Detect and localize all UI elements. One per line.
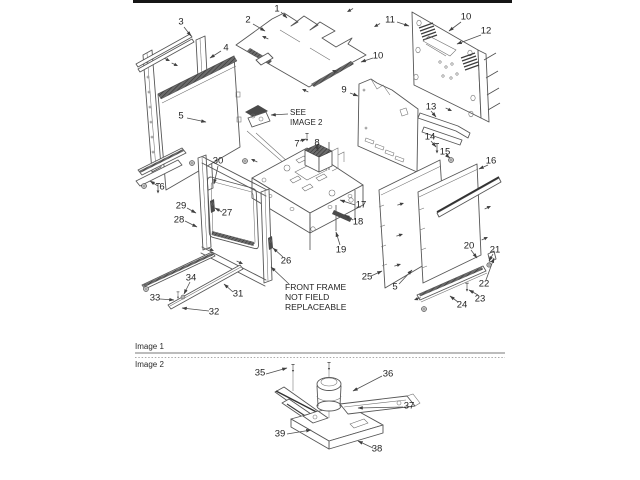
callout-31: 31 — [232, 288, 244, 300]
image1-section-label: Image 1 — [135, 342, 164, 351]
callout-17: 17 — [355, 199, 367, 211]
callout-39: 39 — [274, 428, 286, 440]
see-image2-line2: IMAGE 2 — [290, 118, 323, 127]
callout-32: 32 — [208, 306, 220, 318]
callout-15: 15 — [439, 146, 451, 158]
callout-24: 24 — [456, 299, 468, 311]
callout-29: 29 — [175, 200, 187, 212]
callout-23: 23 — [474, 293, 486, 305]
callout-5a: 5 — [178, 110, 184, 122]
front-frame-line1: FRONT FRAME — [285, 282, 347, 292]
callout-6: 6 — [159, 181, 165, 193]
callout-10a: 10 — [372, 50, 384, 62]
callout-38: 38 — [371, 443, 383, 455]
see-image2-line1: SEE — [290, 108, 307, 117]
image2-section-label: Image 2 — [135, 360, 164, 369]
callout-26: 26 — [280, 255, 292, 267]
callout-13: 13 — [425, 101, 437, 113]
note-front-frame — [285, 282, 347, 312]
top-left-trim-rail — [136, 34, 194, 72]
callout-21: 21 — [489, 244, 501, 256]
front-frame-line3: REPLACEABLE — [285, 302, 347, 312]
callout-14: 14 — [424, 131, 436, 143]
callout-4: 4 — [223, 42, 229, 54]
callout-9: 9 — [341, 84, 347, 96]
callout-2: 2 — [245, 14, 251, 26]
callout-28: 28 — [173, 214, 185, 226]
callout-5b: 5 — [392, 281, 398, 293]
callout-20: 20 — [463, 240, 475, 252]
callout-30: 30 — [212, 155, 224, 167]
callout-25: 25 — [361, 271, 373, 283]
callout-22: 22 — [478, 278, 490, 290]
terminal-block — [305, 133, 344, 172]
callout-34: 34 — [185, 272, 197, 284]
callout-10b: 10 — [460, 11, 472, 23]
callout-36: 36 — [382, 368, 394, 380]
callout-12: 12 — [480, 25, 492, 37]
callout-19: 19 — [335, 244, 347, 256]
callout-33: 33 — [149, 292, 161, 304]
center-rear-panel — [358, 79, 418, 172]
image2-assembly — [275, 362, 420, 449]
callout-7: 7 — [294, 138, 300, 150]
callout-11: 11 — [385, 14, 395, 26]
section-dividers — [135, 353, 505, 358]
note-see-image2 — [290, 108, 323, 127]
callout-8: 8 — [314, 137, 320, 149]
callout-27: 27 — [221, 207, 233, 219]
callout-16: 16 — [485, 155, 497, 167]
top-border-bar — [133, 0, 512, 3]
callout-18: 18 — [352, 216, 364, 228]
front-frame-line2: NOT FIELD — [285, 292, 330, 302]
callout-37: 37 — [403, 400, 415, 412]
callout-35: 35 — [254, 367, 266, 379]
top-panel — [236, 7, 381, 93]
callout-1: 1 — [274, 3, 280, 15]
callout-3: 3 — [178, 16, 184, 28]
